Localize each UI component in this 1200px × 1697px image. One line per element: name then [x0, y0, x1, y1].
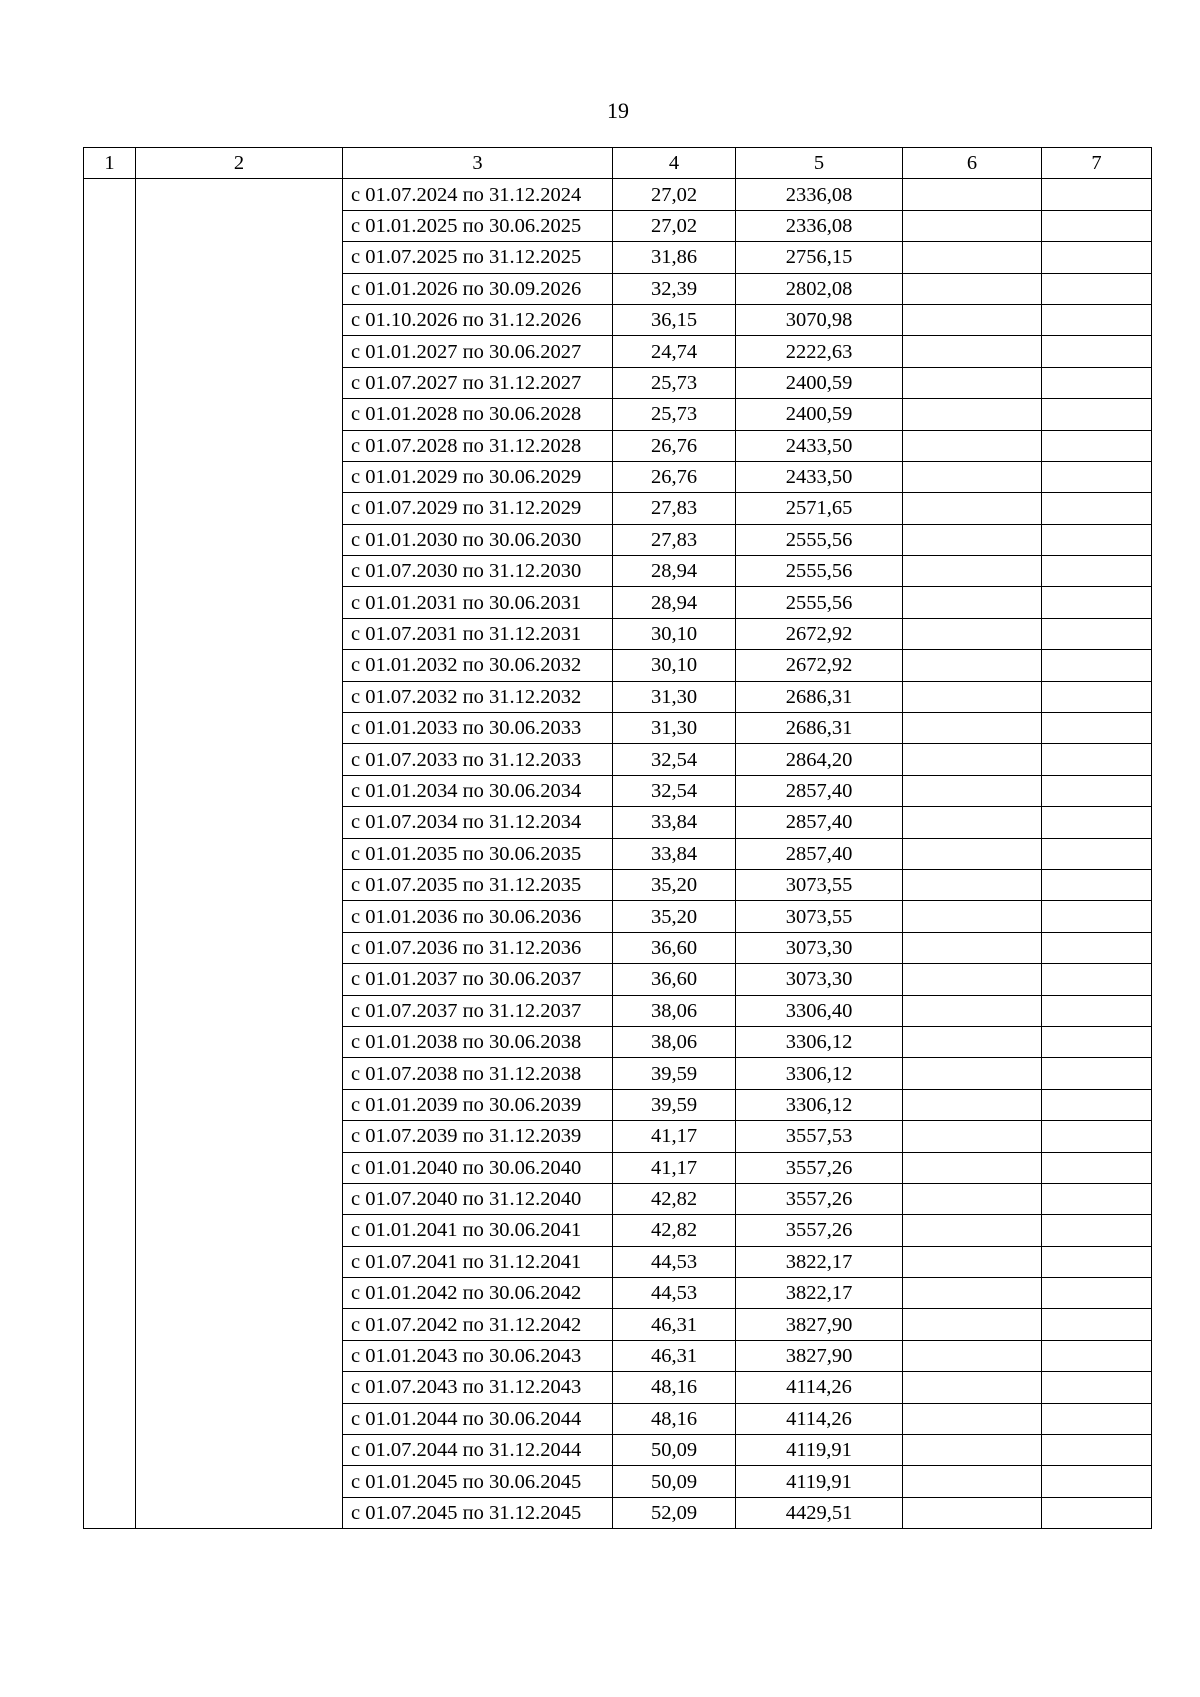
page-number: 19: [607, 98, 629, 123]
col4-cell: 46,31: [613, 1309, 736, 1340]
period-cell: с 01.01.2030 по 30.06.2030: [343, 524, 613, 555]
column-header: 4: [613, 148, 736, 179]
col4-cell: 32,54: [613, 775, 736, 806]
col7-cell: [1042, 869, 1152, 900]
col6-cell: [903, 1058, 1042, 1089]
col4-cell: 39,59: [613, 1058, 736, 1089]
col4-cell: 50,09: [613, 1466, 736, 1497]
period-cell: с 01.07.2037 по 31.12.2037: [343, 995, 613, 1026]
col7-cell: [1042, 242, 1152, 273]
col4-cell: 48,16: [613, 1403, 736, 1434]
col4-cell: 32,54: [613, 744, 736, 775]
period-cell: с 01.01.2044 по 30.06.2044: [343, 1403, 613, 1434]
col5-cell: 2802,08: [736, 273, 903, 304]
period-cell: с 01.01.2040 по 30.06.2040: [343, 1152, 613, 1183]
period-cell: с 01.07.2045 по 31.12.2045: [343, 1497, 613, 1528]
col5-cell: 3073,55: [736, 901, 903, 932]
period-cell: с 01.07.2034 по 31.12.2034: [343, 807, 613, 838]
col4-cell: 30,10: [613, 650, 736, 681]
col6-cell: [903, 461, 1042, 492]
col7-cell: [1042, 493, 1152, 524]
col4-cell: 31,30: [613, 681, 736, 712]
col5-cell: 2857,40: [736, 775, 903, 806]
period-cell: с 01.07.2035 по 31.12.2035: [343, 869, 613, 900]
col4-cell: 30,10: [613, 618, 736, 649]
period-cell: с 01.07.2029 по 31.12.2029: [343, 493, 613, 524]
col4-cell: 32,39: [613, 273, 736, 304]
col7-cell: [1042, 1246, 1152, 1277]
col5-cell: 2672,92: [736, 618, 903, 649]
col4-cell: 27,02: [613, 179, 736, 210]
col6-cell: [903, 304, 1042, 335]
period-cell: с 01.07.2033 по 31.12.2033: [343, 744, 613, 775]
col6-cell: [903, 713, 1042, 744]
col7-cell: [1042, 618, 1152, 649]
col5-cell: 4119,91: [736, 1435, 903, 1466]
col4-cell: 28,94: [613, 587, 736, 618]
col7-cell: [1042, 1372, 1152, 1403]
col5-cell: 3073,30: [736, 932, 903, 963]
col7-cell: [1042, 1183, 1152, 1214]
period-cell: с 01.01.2045 по 30.06.2045: [343, 1466, 613, 1497]
col5-cell: 2555,56: [736, 524, 903, 555]
col6-cell: [903, 1435, 1042, 1466]
col6-cell: [903, 242, 1042, 273]
period-cell: с 01.10.2026 по 31.12.2026: [343, 304, 613, 335]
col5-cell: 2336,08: [736, 179, 903, 210]
period-cell: с 01.01.2041 по 30.06.2041: [343, 1215, 613, 1246]
col4-cell: 44,53: [613, 1278, 736, 1309]
col5-cell: 2400,59: [736, 367, 903, 398]
col7-cell: [1042, 650, 1152, 681]
period-cell: с 01.07.2025 по 31.12.2025: [343, 242, 613, 273]
col6-cell: [903, 995, 1042, 1026]
col5-cell: 3557,26: [736, 1183, 903, 1214]
col7-cell: [1042, 1435, 1152, 1466]
col6-cell: [903, 650, 1042, 681]
period-cell: с 01.07.2024 по 31.12.2024: [343, 179, 613, 210]
period-cell: с 01.07.2036 по 31.12.2036: [343, 932, 613, 963]
col6-cell: [903, 367, 1042, 398]
col6-cell: [903, 1340, 1042, 1371]
col5-cell: 3306,12: [736, 1026, 903, 1057]
period-cell: с 01.01.2035 по 30.06.2035: [343, 838, 613, 869]
period-cell: с 01.01.2039 по 30.06.2039: [343, 1089, 613, 1120]
col6-cell: [903, 964, 1042, 995]
col5-cell: 3073,30: [736, 964, 903, 995]
col7-cell: [1042, 430, 1152, 461]
col5-cell: 2555,56: [736, 556, 903, 587]
col5-cell: 2686,31: [736, 713, 903, 744]
col6-cell: [903, 869, 1042, 900]
period-cell: с 01.01.2037 по 30.06.2037: [343, 964, 613, 995]
col6-cell: [903, 210, 1042, 241]
header-row: [84, 148, 1152, 179]
col7-cell: [1042, 1026, 1152, 1057]
col6-cell: [903, 1466, 1042, 1497]
col5-cell: 2400,59: [736, 399, 903, 430]
col7-cell: [1042, 1340, 1152, 1371]
column-header: 5: [736, 148, 903, 179]
col6-cell: [903, 775, 1042, 806]
col7-cell: [1042, 556, 1152, 587]
col6-cell: [903, 1215, 1042, 1246]
col7-cell: [1042, 1089, 1152, 1120]
col7-cell: [1042, 1058, 1152, 1089]
period-cell: с 01.07.2030 по 31.12.2030: [343, 556, 613, 587]
col6-cell: [903, 1278, 1042, 1309]
col4-cell: 41,17: [613, 1152, 736, 1183]
col5-cell: 3827,90: [736, 1309, 903, 1340]
col5-cell: 4119,91: [736, 1466, 903, 1497]
col6-cell: [903, 618, 1042, 649]
column-header: 1: [84, 148, 136, 179]
col5-cell: 3822,17: [736, 1278, 903, 1309]
col2-merged-cell: [136, 179, 343, 1529]
period-cell: с 01.01.2026 по 30.09.2026: [343, 273, 613, 304]
col4-cell: 26,76: [613, 430, 736, 461]
col5-cell: 2864,20: [736, 744, 903, 775]
col7-cell: [1042, 901, 1152, 932]
period-cell: с 01.01.2031 по 30.06.2031: [343, 587, 613, 618]
col5-cell: 3306,12: [736, 1089, 903, 1120]
col7-cell: [1042, 179, 1152, 210]
col5-cell: 3822,17: [736, 1246, 903, 1277]
col5-cell: 3827,90: [736, 1340, 903, 1371]
col5-cell: 3557,26: [736, 1215, 903, 1246]
col4-cell: 26,76: [613, 461, 736, 492]
col4-cell: 24,74: [613, 336, 736, 367]
period-cell: с 01.07.2028 по 31.12.2028: [343, 430, 613, 461]
col7-cell: [1042, 681, 1152, 712]
col4-cell: 27,02: [613, 210, 736, 241]
col7-cell: [1042, 524, 1152, 555]
col5-cell: 2336,08: [736, 210, 903, 241]
col6-cell: [903, 1246, 1042, 1277]
col6-cell: [903, 1497, 1042, 1528]
col6-cell: [903, 744, 1042, 775]
period-cell: с 01.01.2029 по 30.06.2029: [343, 461, 613, 492]
col6-cell: [903, 273, 1042, 304]
col4-cell: 27,83: [613, 493, 736, 524]
col5-cell: 3557,53: [736, 1121, 903, 1152]
col6-cell: [903, 556, 1042, 587]
col5-cell: 2555,56: [736, 587, 903, 618]
period-cell: с 01.01.2038 по 30.06.2038: [343, 1026, 613, 1057]
col6-cell: [903, 1403, 1042, 1434]
col7-cell: [1042, 461, 1152, 492]
col5-cell: 2857,40: [736, 807, 903, 838]
col7-cell: [1042, 304, 1152, 335]
col7-cell: [1042, 932, 1152, 963]
col4-cell: 39,59: [613, 1089, 736, 1120]
column-header: 6: [903, 148, 1042, 179]
col4-cell: 27,83: [613, 524, 736, 555]
col4-cell: 31,30: [613, 713, 736, 744]
col7-cell: [1042, 713, 1152, 744]
col6-cell: [903, 932, 1042, 963]
period-cell: с 01.01.2042 по 30.06.2042: [343, 1278, 613, 1309]
period-cell: с 01.07.2041 по 31.12.2041: [343, 1246, 613, 1277]
period-cell: с 01.07.2038 по 31.12.2038: [343, 1058, 613, 1089]
col5-cell: 2571,65: [736, 493, 903, 524]
col5-cell: 2672,92: [736, 650, 903, 681]
col6-cell: [903, 493, 1042, 524]
col5-cell: 4114,26: [736, 1372, 903, 1403]
col4-cell: 25,73: [613, 399, 736, 430]
column-header: 7: [1042, 148, 1152, 179]
col6-cell: [903, 1183, 1042, 1214]
col6-cell: [903, 1152, 1042, 1183]
col5-cell: 3306,40: [736, 995, 903, 1026]
col4-cell: 25,73: [613, 367, 736, 398]
col4-cell: 33,84: [613, 807, 736, 838]
table-header: [84, 148, 1152, 179]
period-cell: с 01.01.2025 по 30.06.2025: [343, 210, 613, 241]
col7-cell: [1042, 367, 1152, 398]
col7-cell: [1042, 273, 1152, 304]
col7-cell: [1042, 1466, 1152, 1497]
col4-cell: 52,09: [613, 1497, 736, 1528]
col7-cell: [1042, 838, 1152, 869]
col7-cell: [1042, 336, 1152, 367]
period-cell: с 01.01.2028 по 30.06.2028: [343, 399, 613, 430]
col6-cell: [903, 1026, 1042, 1057]
column-header: 2: [136, 148, 343, 179]
col6-cell: [903, 524, 1042, 555]
column-header: 3: [343, 148, 613, 179]
col4-cell: 50,09: [613, 1435, 736, 1466]
col7-cell: [1042, 1152, 1152, 1183]
col4-cell: 28,94: [613, 556, 736, 587]
table-row: [84, 179, 1152, 210]
col7-cell: [1042, 964, 1152, 995]
col4-cell: 44,53: [613, 1246, 736, 1277]
col4-cell: 41,17: [613, 1121, 736, 1152]
col7-cell: [1042, 744, 1152, 775]
col4-cell: 48,16: [613, 1372, 736, 1403]
col7-cell: [1042, 1278, 1152, 1309]
period-cell: с 01.01.2034 по 30.06.2034: [343, 775, 613, 806]
col7-cell: [1042, 995, 1152, 1026]
col6-cell: [903, 179, 1042, 210]
col6-cell: [903, 901, 1042, 932]
col6-cell: [903, 1309, 1042, 1340]
period-cell: с 01.01.2032 по 30.06.2032: [343, 650, 613, 681]
col5-cell: 2686,31: [736, 681, 903, 712]
col7-cell: [1042, 587, 1152, 618]
table-body: [84, 179, 1152, 1529]
period-cell: с 01.07.2039 по 31.12.2039: [343, 1121, 613, 1152]
col5-cell: 3557,26: [736, 1152, 903, 1183]
col6-cell: [903, 399, 1042, 430]
col5-cell: 3070,98: [736, 304, 903, 335]
col4-cell: 36,15: [613, 304, 736, 335]
tariff-table: [83, 147, 1152, 1529]
col7-cell: [1042, 399, 1152, 430]
col7-cell: [1042, 1215, 1152, 1246]
period-cell: с 01.07.2044 по 31.12.2044: [343, 1435, 613, 1466]
period-cell: с 01.01.2027 по 30.06.2027: [343, 336, 613, 367]
col7-cell: [1042, 1121, 1152, 1152]
col5-cell: 4429,51: [736, 1497, 903, 1528]
col7-cell: [1042, 1403, 1152, 1434]
period-cell: с 01.01.2043 по 30.06.2043: [343, 1340, 613, 1371]
col5-cell: 2222,63: [736, 336, 903, 367]
col7-cell: [1042, 807, 1152, 838]
col5-cell: 2857,40: [736, 838, 903, 869]
col5-cell: 4114,26: [736, 1403, 903, 1434]
col7-cell: [1042, 775, 1152, 806]
col6-cell: [903, 1121, 1042, 1152]
col6-cell: [903, 1089, 1042, 1120]
col6-cell: [903, 807, 1042, 838]
col4-cell: 36,60: [613, 964, 736, 995]
col5-cell: 3073,55: [736, 869, 903, 900]
col4-cell: 38,06: [613, 995, 736, 1026]
col5-cell: 2756,15: [736, 242, 903, 273]
col4-cell: 36,60: [613, 932, 736, 963]
col6-cell: [903, 838, 1042, 869]
col4-cell: 33,84: [613, 838, 736, 869]
col5-cell: 2433,50: [736, 461, 903, 492]
col6-cell: [903, 1372, 1042, 1403]
col5-cell: 2433,50: [736, 430, 903, 461]
period-cell: с 01.01.2033 по 30.06.2033: [343, 713, 613, 744]
col4-cell: 31,86: [613, 242, 736, 273]
col6-cell: [903, 587, 1042, 618]
col6-cell: [903, 681, 1042, 712]
col4-cell: 35,20: [613, 869, 736, 900]
col7-cell: [1042, 1497, 1152, 1528]
period-cell: с 01.01.2036 по 30.06.2036: [343, 901, 613, 932]
col6-cell: [903, 336, 1042, 367]
period-cell: с 01.07.2027 по 31.12.2027: [343, 367, 613, 398]
col4-cell: 46,31: [613, 1340, 736, 1371]
period-cell: с 01.07.2042 по 31.12.2042: [343, 1309, 613, 1340]
col7-cell: [1042, 1309, 1152, 1340]
period-cell: с 01.07.2031 по 31.12.2031: [343, 618, 613, 649]
period-cell: с 01.07.2043 по 31.12.2043: [343, 1372, 613, 1403]
col7-cell: [1042, 210, 1152, 241]
col6-cell: [903, 430, 1042, 461]
col4-cell: 38,06: [613, 1026, 736, 1057]
col1-merged-cell: [84, 179, 136, 1529]
period-cell: с 01.07.2040 по 31.12.2040: [343, 1183, 613, 1214]
col5-cell: 3306,12: [736, 1058, 903, 1089]
col4-cell: 35,20: [613, 901, 736, 932]
period-cell: с 01.07.2032 по 31.12.2032: [343, 681, 613, 712]
col4-cell: 42,82: [613, 1183, 736, 1214]
col4-cell: 42,82: [613, 1215, 736, 1246]
